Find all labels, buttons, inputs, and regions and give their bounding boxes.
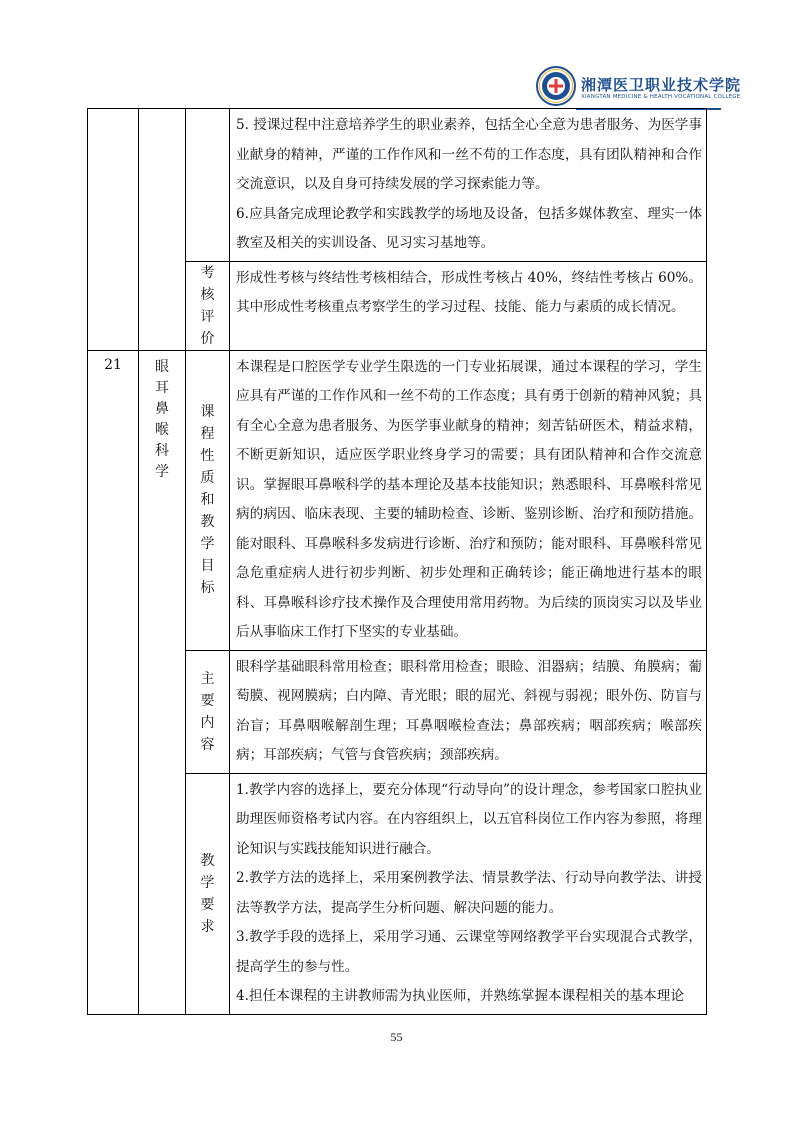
college-logo bbox=[536, 66, 742, 112]
curriculum-table bbox=[87, 108, 707, 1015]
section-label-content: 主要内容 bbox=[186, 650, 230, 773]
section-content-objectives bbox=[230, 350, 707, 650]
college-emblem-icon bbox=[536, 66, 576, 106]
course-number-cell bbox=[88, 109, 139, 351]
section-content-requirements bbox=[230, 773, 707, 1014]
paragraph: 1.教学内容的选择上，要充分体现“行动导向”的设计理念，参考国家口腔执业助理医师资格考试内容。在内容组织上，以五官科岗位工作内容为参照，将理论知识与实践技能知识进行融合。 bbox=[236, 781, 702, 857]
paragraph: 4.担任本课程的主讲教师需为执业医师，并熟练掌握本课程相关的基本理论 bbox=[236, 988, 684, 1004]
course-name-cell bbox=[139, 109, 186, 351]
section-label-requirements: 教学要求 bbox=[186, 773, 230, 1014]
section-label-objectives: 课程性质和教学目标 bbox=[186, 350, 230, 650]
paragraph: 眼科学基础眼科常用检查；眼科常用检查；眼睑、泪器病；结膜、角膜病；葡萄膜、视网膜病；白内障、青光眼；眼的屈光、斜视与弱视；眼外伤、防盲与治盲；耳鼻咽喉解剖生理；耳鼻咽喉检查法；鼻部疾病；咽部疾病；喉部疾病；耳部疾病；气管与食管疾病；颈部疾病。 bbox=[236, 658, 702, 763]
paragraph: 6.应具备完成理论教学和实践教学的场地及设备，包括多媒体教室、理实一体教室及相关的实训设备、见习实习基地等。 bbox=[236, 205, 702, 251]
paragraph: 5. 授课过程中注意培养学生的职业素养，包括全心全意为患者服务、为医学事业献身的精神，严谨的工作作风和一丝不苟的工作态度，具有团队精神和合作交流意识，以及自身可持续发展的学习探索能力等。 bbox=[236, 117, 702, 192]
paragraph: 2.教学方法的选择上，采用案例教学法、情景教学法、行动导向教学法、讲授法等教学方法，提高学生分析问题、解决问题的能力。 bbox=[236, 870, 702, 916]
table-row bbox=[88, 109, 707, 262]
page-number: 55 bbox=[390, 1030, 403, 1044]
paragraph: 3.教学手段的选择上，采用学习通、云课堂等网络教学平台实现混合式教学，提高学生的参与性。 bbox=[236, 929, 702, 975]
section-content-cell bbox=[230, 109, 707, 262]
course-name-cell: 眼耳鼻喉科学 bbox=[139, 350, 186, 1014]
college-name-en: XIANGTAN MEDICINE & HEALTH VOCATIONAL COLLEGE bbox=[581, 94, 741, 100]
section-label-assessment: 考核评价 bbox=[186, 261, 230, 350]
college-name-cn: 湘潭医卫职业技术学院 bbox=[581, 76, 742, 94]
course-number-cell: 21 bbox=[88, 350, 139, 1014]
paragraph: 形成性考核与终结性考核相结合，形成性考核占 40%，终结性考核占 60%。其中形成性考核重点考察学生的学习过程、技能、能力与素质的成长情况。 bbox=[236, 269, 702, 315]
paragraph: 本课程是口腔医学专业学生限选的一门专业拓展课，通过本课程的学习，学生应具有严谨的工作作风和一丝不苟的工作态度；具有勇于创新的精神风貌；具有全心全意为患者服务、为医学事业献身的精神；刻苦钻研医术，精益求精，不断更新知识，适应医学职业终身学习的需要；具有团队精神和合作交流意识。掌握眼耳鼻喉科学的基本理论及基本技能知识；熟悉眼科、耳鼻喉科常见病的病因、临床表现、主要的辅助检查、诊断、鉴别诊断、治疗和预防措施。能对眼科、耳鼻喉科多发病进行诊断、治疗和预防；能对眼科、耳鼻喉科常见急危重症病人进行初步判断、初步处理和正确转诊；能正确地进行基本的眼科、耳鼻喉科诊疗技术操作及合理使用常用药物。为后续的顶岗实习以及毕业后从事临床工作打下坚实的专业基础。 bbox=[236, 358, 702, 640]
section-content-assessment bbox=[230, 261, 707, 350]
table-row bbox=[88, 350, 707, 650]
section-label-cell bbox=[186, 109, 230, 262]
section-content-main bbox=[230, 650, 707, 773]
